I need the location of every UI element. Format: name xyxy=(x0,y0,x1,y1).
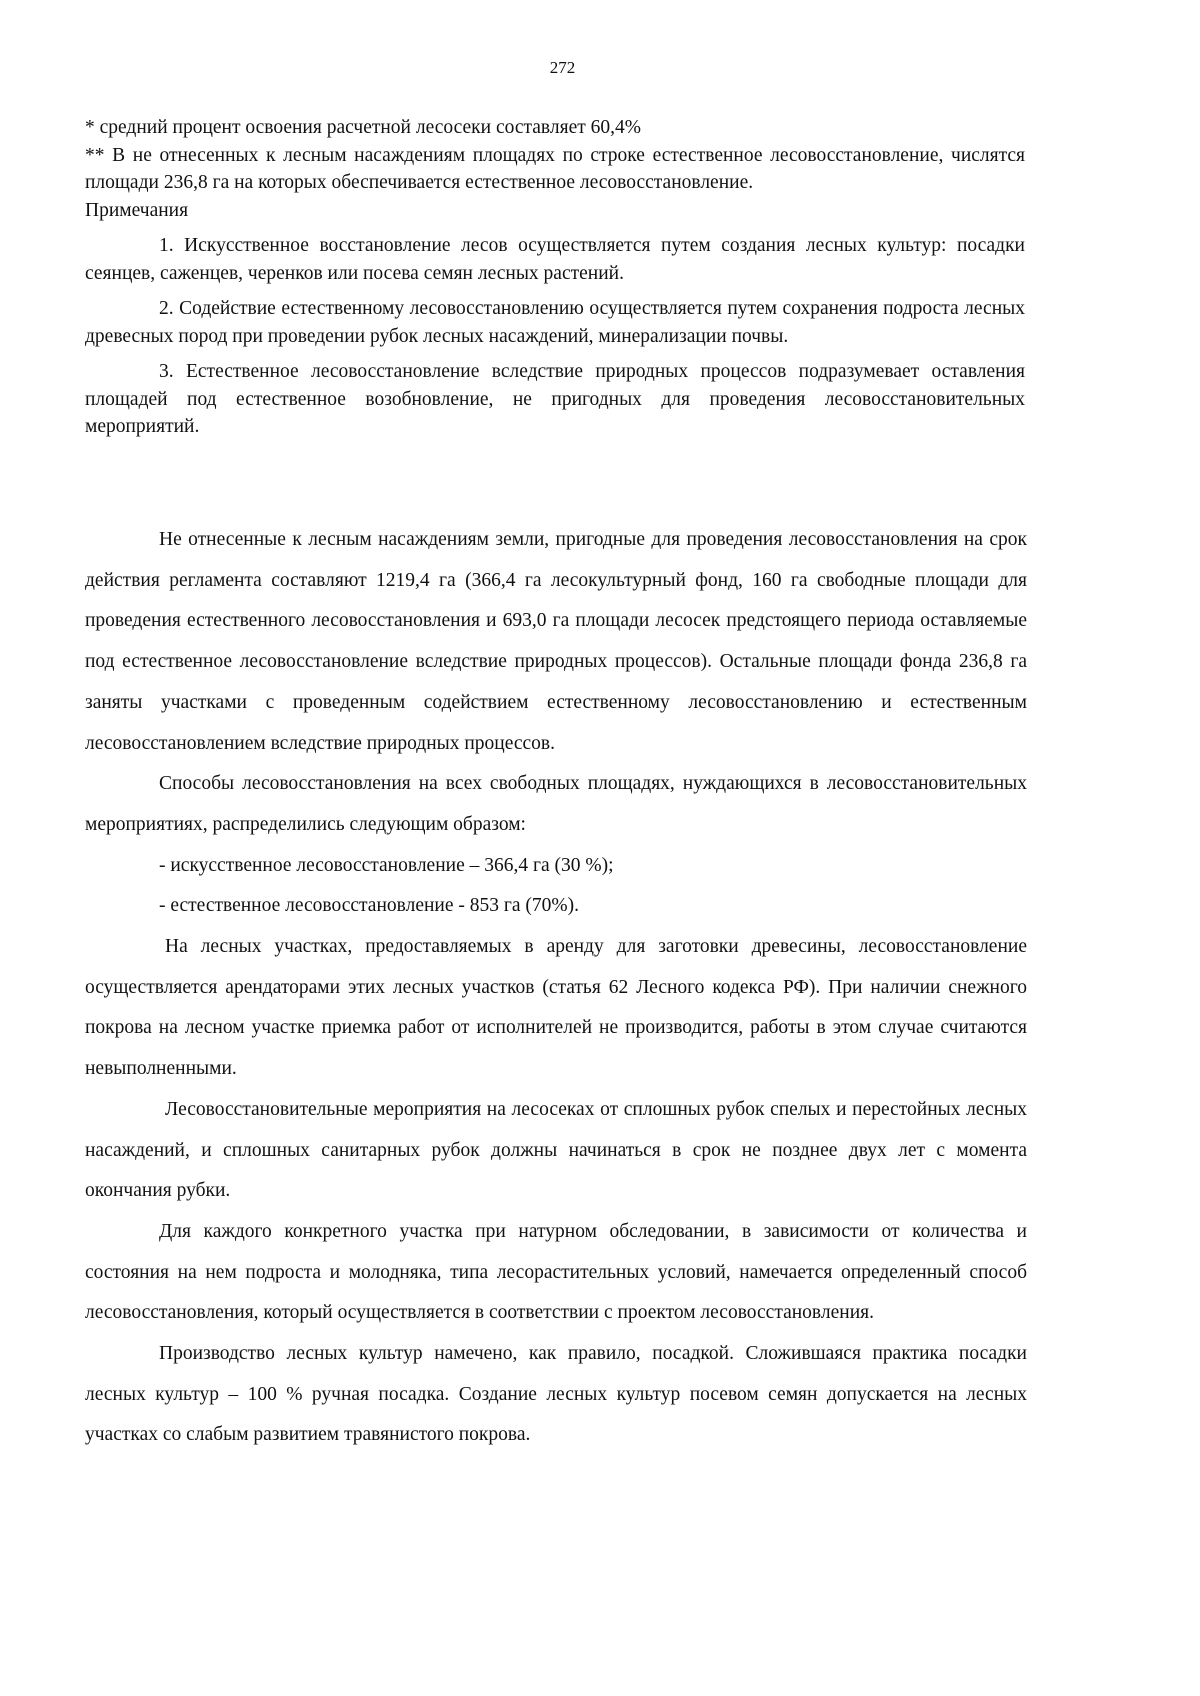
page-number: 272 xyxy=(549,58,576,77)
footnote-2: ** В не отнесенных к лесным насаждениям площадях по строке естественное лесовосстановление, числятся площади 236,8 га на которых обеспечивается естественное лесовосстановление. xyxy=(85,144,1025,193)
paragraph-land-area: Не отнесенные к лесным насаждениям земли, пригодные для проведения лесовосстановления на срок действия регламента составляют 1219,4 га (366,4 га лесокультурный фонд, 160 га свободные площади для проведения естественного лесовосстановления и 693,0 га площади лесосек предстоящего периода оставляемые под естественное лесовосстановление вследствие природных процессов). Остальные площади фонда 236,8 га заняты участками с проведенным содействием естественному лесовосстановлению и естественным лесовосстановлением вследствие природных процессов. xyxy=(85,529,1027,754)
note-item-3: 3. Естественное лесовосстановление вследствие природных процессов подразумевает оставления площадей под естественное возобновление, не пригодных для проведения лесовосстановительных мероприятий. xyxy=(85,361,1025,437)
note-item-1: 1. Искусственное восстановление лесов осуществляется путем создания лесных культур: посадки сеянцев, саженцев, черенков или посева семян лесных растений. xyxy=(85,235,1025,284)
list-item-artificial: - искусственное лесовосстановление – 366,4 га (30 %); xyxy=(159,854,614,876)
paragraph-lease: На лесных участках, предоставляемых в аренду для заготовки древесины, лесовосстановление осуществляется арендаторами этих лесных участков (статья 62 Лесного кодекса РФ). При наличии снежного покрова на лесном участке приемка работ от исполнителей не производится, работы в этом случае считаются невыполненными. xyxy=(85,936,1027,1080)
notes-heading: Примечания xyxy=(85,199,189,221)
list-item-natural: - естественное лесовосстановление - 853 га (70%). xyxy=(159,895,580,917)
paragraph-methods: Способы лесовосстановления на всех свободных площадях, нуждающихся в лесовосстановительных мероприятиях, распределились следующим образом: xyxy=(85,773,1027,835)
paragraph-cultures: Производство лесных культур намечено, как правило, посадкой. Сложившаяся практика посадки лесных культур – 100 % ручная посадка. Создание лесных культур посевом семян допускается на лесных участках со слабым развитием травянистого покрова. xyxy=(85,1343,1027,1446)
paragraph-survey: Для каждого конкретного участка при натурном обследовании, в зависимости от количества и состояния на нем подроста и молодняка, типа лесорастительных условий, намечается определенный способ лесовосстановления, который осуществляется в соответствии с проектом лесовосстановления. xyxy=(85,1220,1027,1324)
main-text xyxy=(85,520,1027,1456)
footnotes-and-notes xyxy=(85,114,1025,441)
footnote-1: * средний процент освоения расчетной лесосеки составляет 60,4% xyxy=(85,117,641,138)
note-item-2: 2. Содействие естественному лесовосстановлению осуществляется путем сохранения подроста лесных древесных пород при проведении рубок лесных насаждений, минерализации почвы. xyxy=(85,298,1025,347)
paragraph-timing: Лесовосстановительные мероприятия на лесосеках от сплошных рубок спелых и перестойных лесных насаждений, и сплошных санитарных рубок должны начинаться в срок не позднее двух лет с момента окончания рубки. xyxy=(85,1098,1027,1202)
